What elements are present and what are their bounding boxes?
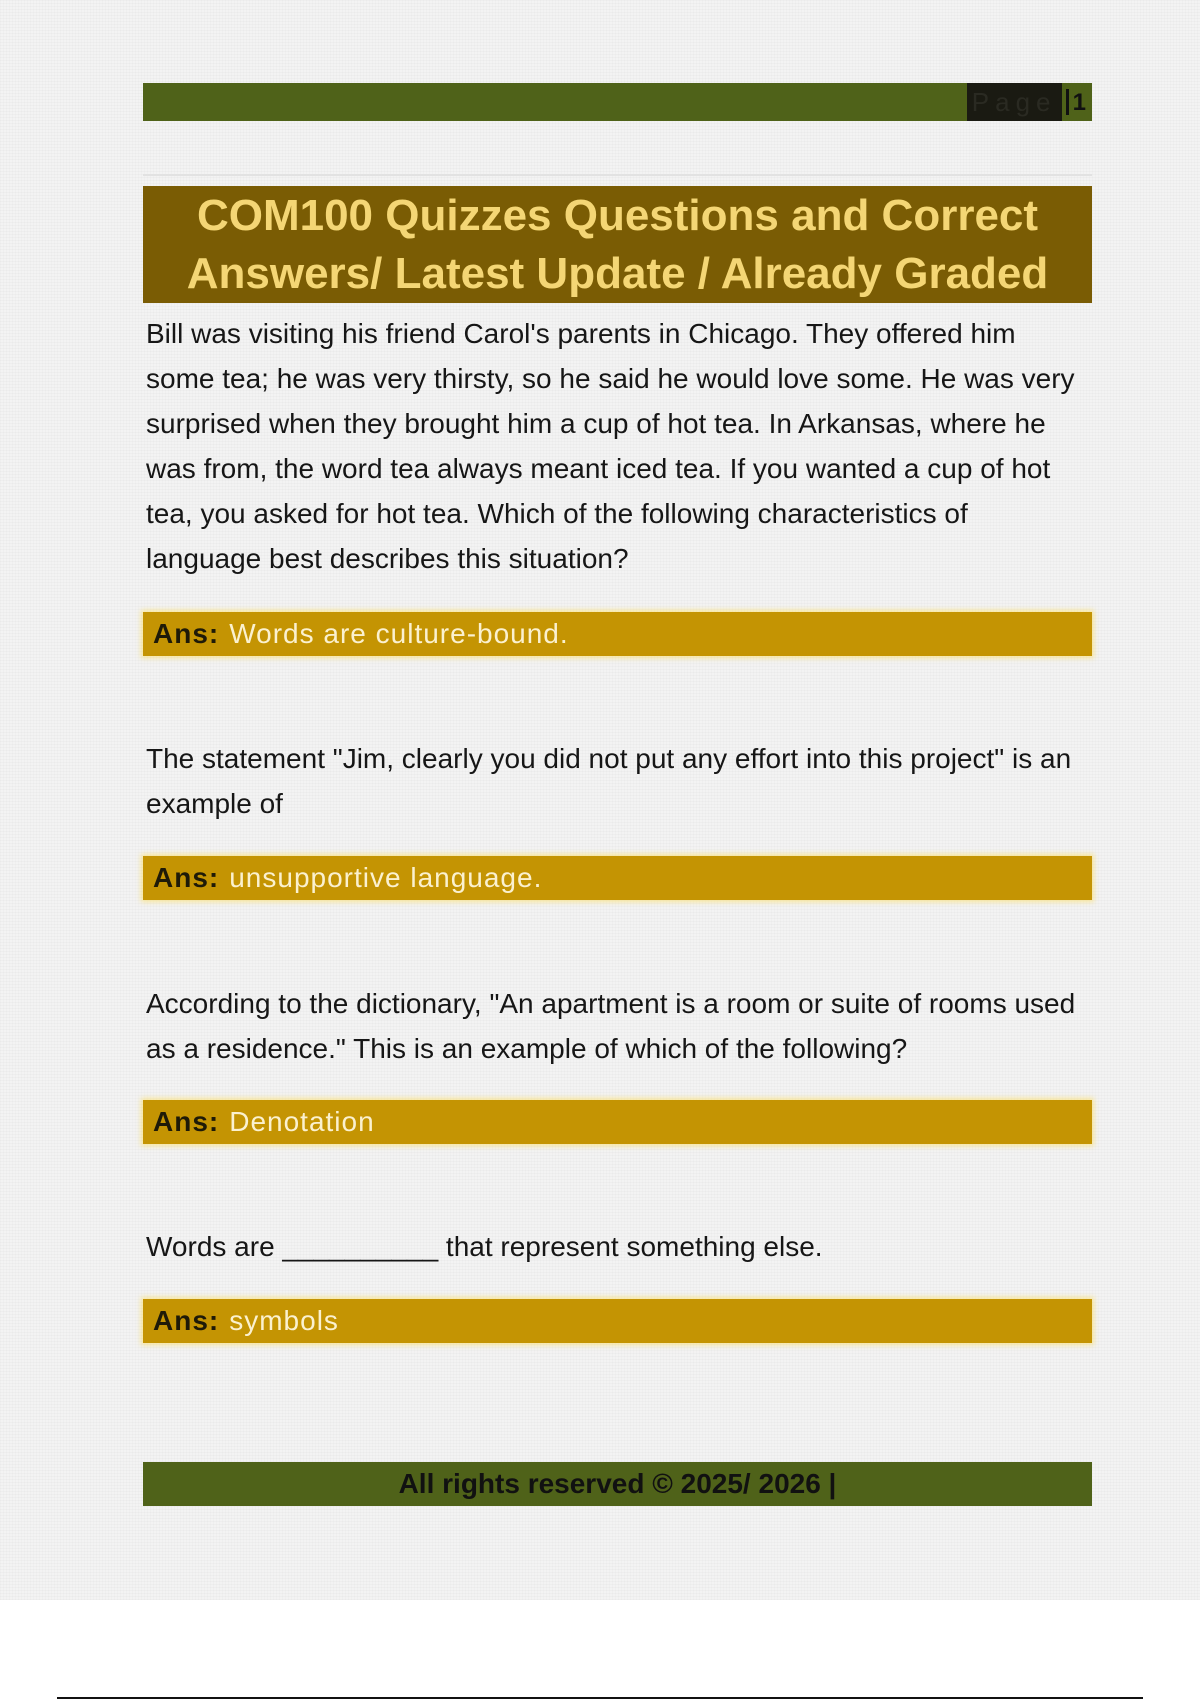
question-4: Words are __________ that represent something else.	[146, 1231, 823, 1262]
answer-label: Ans:	[153, 862, 220, 893]
page-number: 1	[1066, 89, 1092, 115]
answer-text: Words are culture-bound.	[229, 618, 569, 649]
answer-text: symbols	[229, 1305, 339, 1336]
answer-text: Denotation	[229, 1106, 375, 1137]
question-2: The statement "Jim, clearly you did not put any effort into this project" is an example of	[146, 743, 1072, 819]
question-1: Bill was visiting his friend Carol's parents in Chicago. They offered him some tea; he was very thirsty, so he said he would love some. He was very surprised when they brought him a cup of hot tea. In Arkansas, where he was from, the word tea always meant iced tea. If you wanted a cup of hot tea, you asked for hot tea. Which of the following characteristics of language best describes this situation?	[146, 318, 1075, 574]
answer-bar-2	[143, 856, 1092, 900]
title-line-2: Answers/ Latest Update / Already Graded	[186, 248, 1049, 298]
answer-bar-3	[143, 1100, 1092, 1144]
answer-label: Ans:	[153, 618, 220, 649]
document-title	[143, 186, 1092, 303]
footer-text: All rights reserved © 2025/ 2026 |	[398, 1468, 837, 1499]
answer-bar-4	[143, 1299, 1092, 1343]
footer-bar	[143, 1462, 1092, 1506]
answer-bar-1	[143, 612, 1092, 656]
answer-text: unsupportive language.	[229, 862, 543, 893]
header-divider	[143, 174, 1092, 176]
question-3: According to the dictionary, "An apartment is a room or suite of rooms used as a residence." This is an example of which of the following?	[146, 988, 1076, 1064]
header-bar	[143, 83, 1092, 121]
answer-label: Ans:	[153, 1305, 220, 1336]
title-line-1: COM100 Quizzes Questions and Correct	[196, 190, 1039, 240]
answer-label: Ans:	[153, 1106, 220, 1137]
page-bottom-rule	[57, 1697, 1143, 1699]
page-indicator	[967, 83, 1092, 121]
page-label: Page	[967, 83, 1062, 121]
